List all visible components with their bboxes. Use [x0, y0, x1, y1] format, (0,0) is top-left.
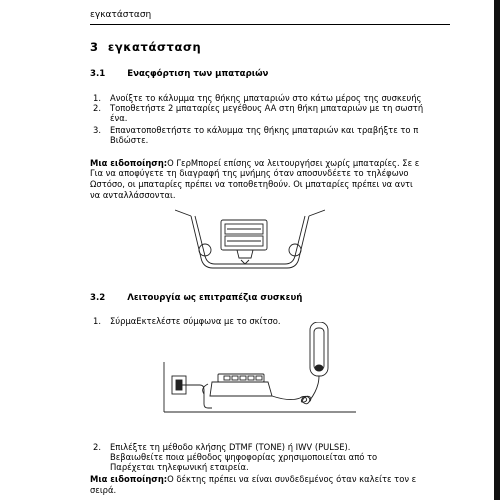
- section-title: Εναςφόρτιση των μπαταριών: [127, 69, 269, 79]
- note-label: Μια ειδοποίηση:: [90, 474, 168, 484]
- chapter-title: εγκατάσταση: [107, 40, 202, 54]
- note-text: Ο ΓερΜπορεί επίσης να λειτουργήσει χωρίς μπαταρίες. Σε ε: [167, 158, 420, 168]
- step-text: Τοποθετήστε 2 μπαταρίες μεγέθους AA στη θήκη μπαταριών με τη σωστή: [110, 103, 424, 113]
- step-number: 2.: [93, 442, 101, 452]
- section-number: 3.1: [90, 69, 106, 79]
- step-number: 3.: [93, 125, 101, 135]
- running-header: εγκατάσταση: [90, 10, 152, 20]
- step-text: Επανατοποθετήστε το κάλυμμα της θήκης μπαταριών και τραβήξτε το π: [110, 125, 419, 135]
- note-text: σειρά.: [90, 485, 117, 495]
- note-paragraph: [90, 158, 419, 168]
- header-rule: [90, 24, 450, 25]
- step-number: 1.: [93, 93, 101, 103]
- section-title: Λειτουργία ως επιτραπέζια συσκευή: [127, 293, 303, 303]
- chapter-heading: [90, 42, 201, 52]
- step-text: ένα.: [110, 113, 128, 123]
- section-number: 3.2: [90, 293, 106, 303]
- note-label: Μια ειδοποίηση:: [90, 158, 168, 168]
- chapter-number: 3: [90, 40, 99, 54]
- step-text: ΣύρμαΕκτελέστε σύμφωνα με το σκίτσο.: [110, 316, 281, 326]
- section-3-2-heading: [90, 293, 302, 303]
- note-text: Ο δέκτης πρέπει να είναι συνδεδεμένος όταν καλείτε τον ε: [167, 474, 417, 484]
- step-text: Ανοίξτε το κάλυμμα της θήκης μπαταριών στο κάτω μέρος της συσκευής: [110, 93, 422, 103]
- note-text: Ωστόσο, οι μπαταρίες πρέπει να τοποθετηθούν. Οι μπαταρίες πρέπει να αντι: [90, 179, 413, 189]
- note-text: Για να αποφύγετε τη διαγραφή της μνήμης όταν αποσυνδέετε το τηλέφωνο: [90, 168, 409, 178]
- step-text: Βεβαιωθείτε ποια μέθοδος ψηφοφορίας χρησιμοποιείται από το: [110, 452, 378, 462]
- battery-compartment-illustration: [175, 208, 325, 278]
- step-number: 1.: [93, 316, 101, 326]
- phone-connection-illustration: [160, 322, 360, 432]
- step-text: Παρέχεται τηλεφωνική εταιρεία.: [110, 462, 249, 472]
- note-paragraph: [90, 474, 416, 484]
- section-3-1-heading: [90, 69, 268, 79]
- page-edge-bar: [494, 0, 500, 500]
- step-number: 2.: [93, 103, 101, 113]
- step-text: Επιλέξτε τη μέθοδο κλήσης DTMF (TONE) ή IWV (PULSE).: [110, 442, 351, 452]
- step-text: Βιδώστε.: [110, 135, 149, 145]
- note-text: να ανταλλάσσονται.: [90, 190, 176, 200]
